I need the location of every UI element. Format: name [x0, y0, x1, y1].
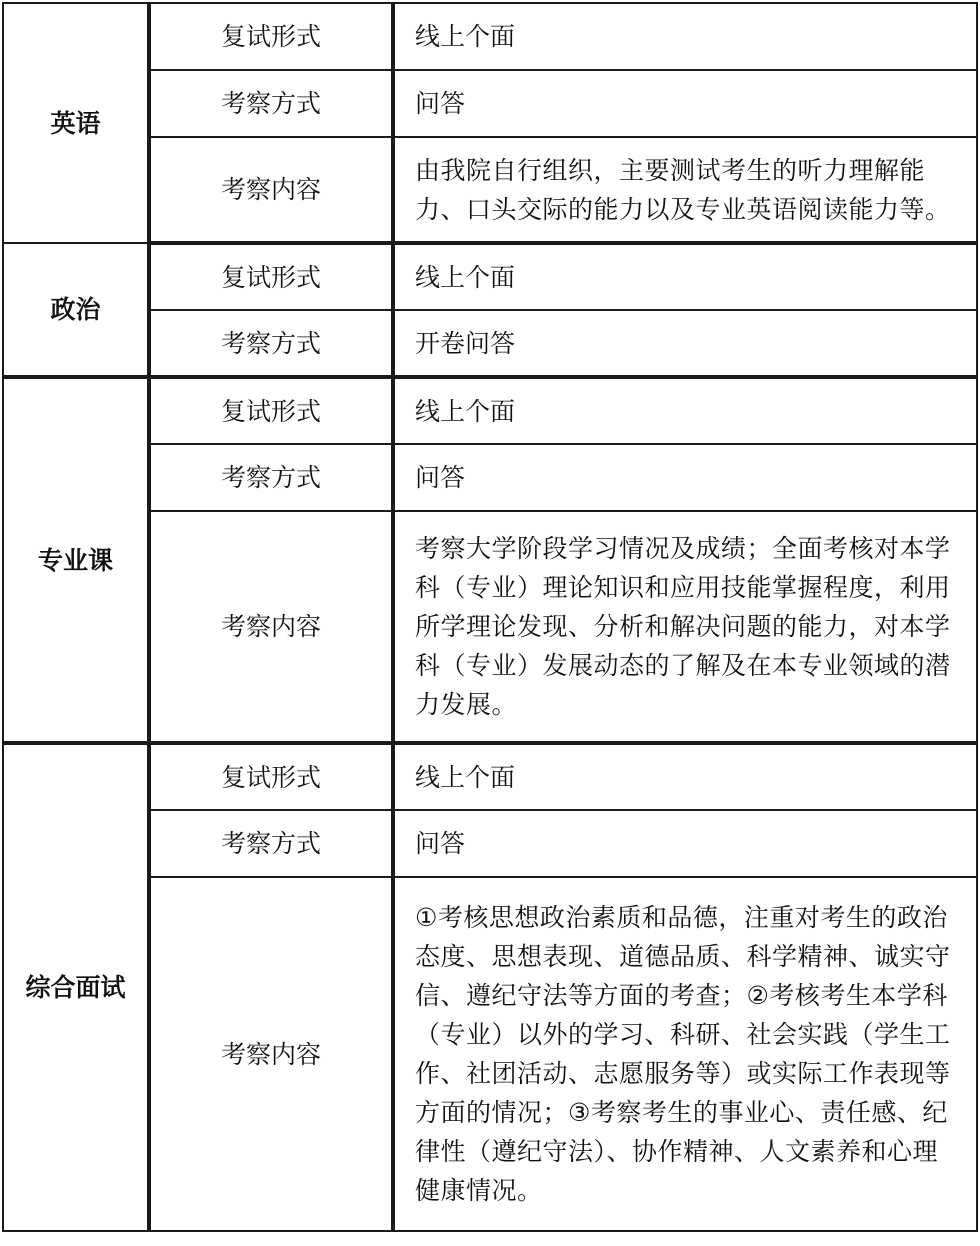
- content-cell: 由我院自行组织，主要测试考生的听力理解能力、口头交际的能力以及专业英语阅读能力等。: [393, 137, 977, 243]
- table-row: [3, 444, 977, 511]
- table-row: [3, 877, 977, 1231]
- subject-cell-major-course: 专业课: [3, 377, 149, 743]
- subject-cell-politics: 政治: [3, 243, 149, 377]
- table-row: [3, 70, 977, 137]
- item-cell: 考察内容: [149, 877, 393, 1231]
- content-cell: 线上个面: [393, 743, 977, 810]
- item-cell: 考察内容: [149, 137, 393, 243]
- content-cell: 线上个面: [393, 3, 977, 70]
- item-cell: 复试形式: [149, 377, 393, 444]
- content-cell: 考察大学阶段学习情况及成绩；全面考核对本学科（专业）理论知识和应用技能掌握程度，利用所学理论发现、分析和解决问题的能力，对本学科（专业）发展动态的了解及在本专业领域的潜力发展。: [393, 511, 977, 743]
- table-row: [3, 243, 977, 310]
- item-cell: 考察内容: [149, 511, 393, 743]
- item-cell: 考察方式: [149, 810, 393, 877]
- subject-cell-comprehensive-interview: 综合面试: [3, 743, 149, 1231]
- content-cell: 问答: [393, 444, 977, 511]
- content-cell: 线上个面: [393, 377, 977, 444]
- table-row: [3, 377, 977, 444]
- item-cell: 复试形式: [149, 743, 393, 810]
- item-cell: 复试形式: [149, 3, 393, 70]
- table-row: [3, 3, 977, 70]
- item-cell: 复试形式: [149, 243, 393, 310]
- subject-cell-english: 英语: [3, 3, 149, 243]
- content-cell: 开卷问答: [393, 310, 977, 377]
- table-row: [3, 810, 977, 877]
- exam-requirements-table: [2, 2, 978, 1232]
- content-cell: 问答: [393, 810, 977, 877]
- table-row: [3, 511, 977, 743]
- content-cell: ①考核思想政治素质和品德，注重对考生的政治态度、思想表现、道德品质、科学精神、诚实守信、遵纪守法等方面的考查；②考核考生本学科（专业）以外的学习、科研、社会实践（学生工作、社团活动、志愿服务等）或实际工作表现等方面的情况；③考察考生的事业心、责任感、纪律性（遵纪守法）、协作精神、人文素养和心理健康情况。: [393, 877, 977, 1231]
- item-cell: 考察方式: [149, 444, 393, 511]
- table-row: [3, 310, 977, 377]
- item-cell: 考察方式: [149, 70, 393, 137]
- item-cell: 考察方式: [149, 310, 393, 377]
- content-cell: 线上个面: [393, 243, 977, 310]
- content-cell: 问答: [393, 70, 977, 137]
- table-row: [3, 743, 977, 810]
- table-row: [3, 137, 977, 243]
